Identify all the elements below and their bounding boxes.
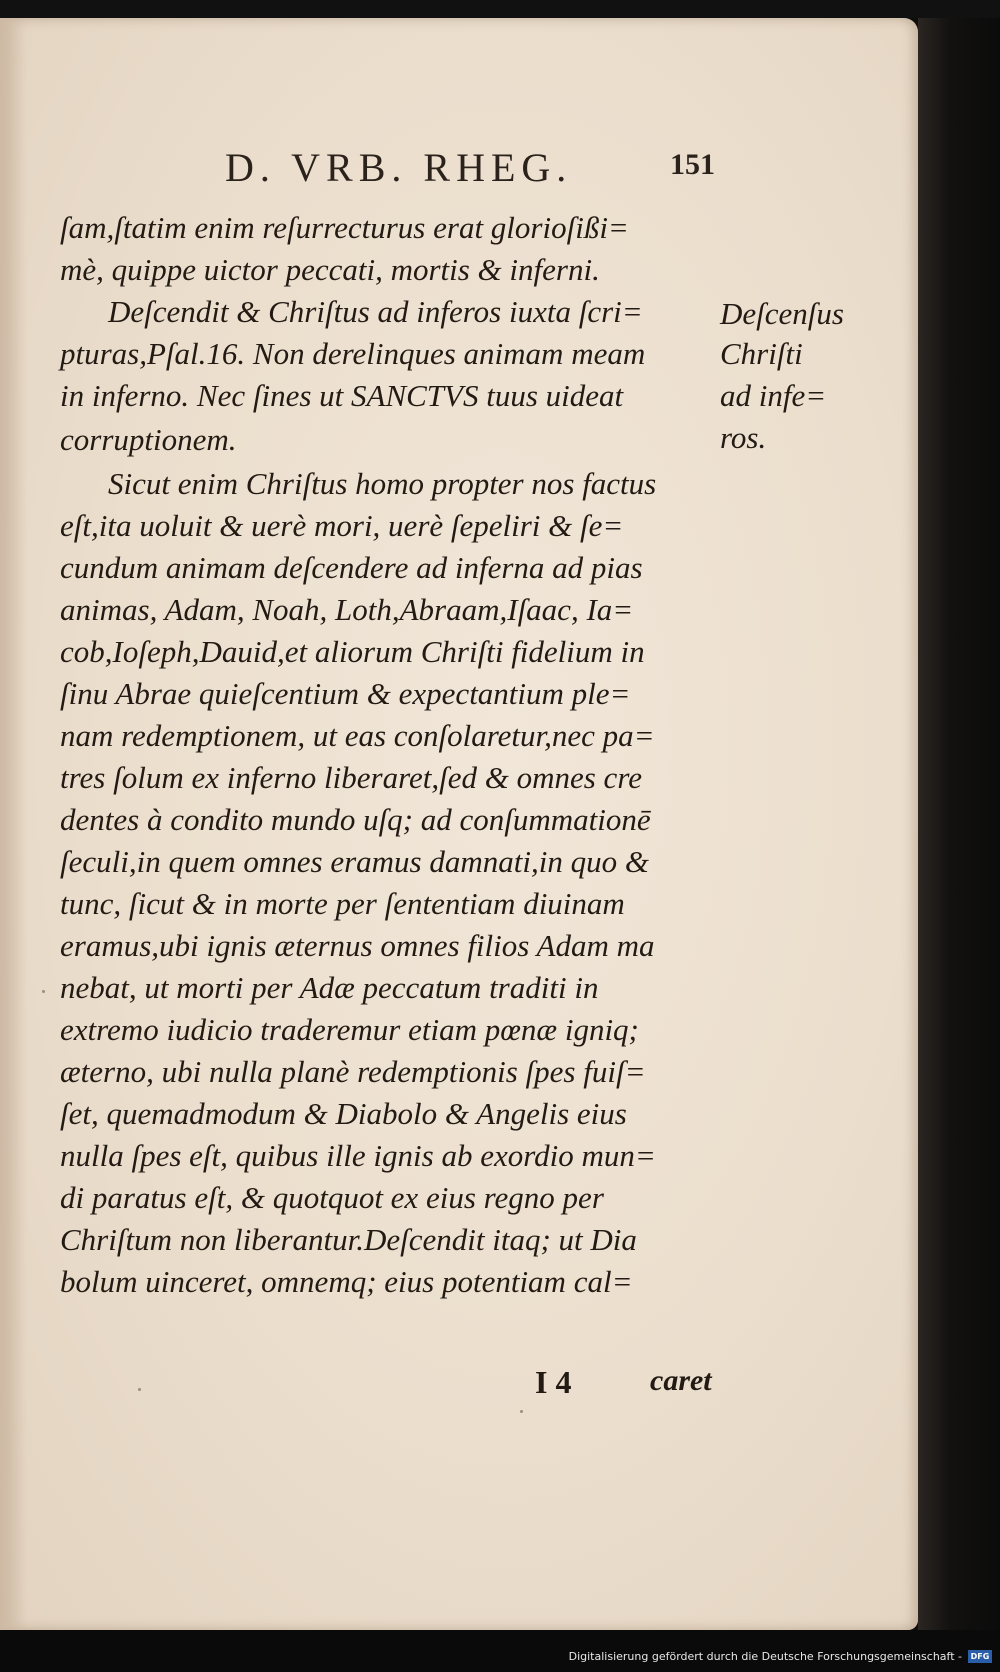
text-line: cundum animam deſcendere ad inferna ad pias (60, 550, 643, 585)
text-line: ſeculi,in quem omnes eramus damnati,in quo & (60, 844, 649, 879)
paper-speck (138, 1388, 141, 1391)
marginal-note-line: Deſcenſus (720, 296, 844, 331)
folio-number: 151 (670, 148, 715, 181)
text-line: in inferno. Nec ſines ut SANCTVS tuus uideat (60, 378, 624, 413)
marginal-note-line: ros. (720, 420, 767, 455)
marginal-note-line: Chriſti (720, 336, 803, 371)
text-line: ſam,ſtatim enim reſurrecturus erat glorioſißi= (60, 210, 629, 245)
text-line: nebat, ut morti per Adæ peccatum traditi in (60, 970, 599, 1005)
text-line: bolum uinceret, omnemq; eius potentiam cal= (60, 1264, 633, 1299)
signature-mark: I 4 (535, 1364, 572, 1400)
marginal-note-line: ad infe= (720, 378, 827, 413)
digitization-credit: Digitalisierung gefördert durch die Deutsche Forschungsgemeinschaft - (568, 1650, 962, 1663)
running-head: D. VRB. RHEG. (225, 145, 573, 190)
text-line: animas, Adam, Noah, Loth,Abraam,Iſaac, Ia= (60, 592, 634, 627)
text-line: eſt,ita uoluit & uerè mori, uerè ſepeliri & ſe= (60, 508, 624, 543)
text-line: pturas,Pſal.16. Non derelinques animam meam (60, 336, 646, 371)
page-gutter-shadow (0, 18, 28, 1630)
text-line: cob,Ioſeph,Dauid,et aliorum Chriſti fidelium in (60, 634, 645, 669)
scan-top-edge (0, 0, 1000, 18)
text-line: ſinu Abrae quieſcentium & expectantium ple= (60, 676, 631, 711)
text-line: mè, quippe uictor peccati, mortis & inferni. (60, 252, 600, 287)
dfg-logo: DFG (968, 1650, 992, 1663)
text-line: corruptionem. (60, 422, 237, 457)
text-line: ſet, quemadmodum & Diabolo & Angelis eius (60, 1096, 627, 1131)
text-line: eramus,ubi ignis æternus omnes filios Adam ma (60, 928, 655, 963)
text-line: æterno, ubi nulla planè redemptionis ſpes fuiſ= (60, 1054, 646, 1089)
text-line: nam redemptionem, ut eas conſolaretur,nec pa= (60, 718, 655, 753)
text-line: Chriſtum non liberantur.Deſcendit itaq; ut Dia (60, 1222, 637, 1257)
paper-speck (520, 1410, 523, 1413)
page-edge-shadow (918, 18, 1000, 1630)
text-line: di paratus eſt, & quotquot ex eius regno per (60, 1180, 604, 1215)
text-line: tres ſolum ex inferno liberaret,ſed & omnes cre (60, 760, 642, 795)
text-line: extremo iudicio traderemur etiam pœnæ igniq; (60, 1012, 639, 1047)
catchword: caret (650, 1364, 712, 1397)
text-line: nulla ſpes eſt, quibus ille ignis ab exordio mun= (60, 1138, 656, 1173)
text-line: Deſcendit & Chriſtus ad inferos iuxta ſcri= (108, 294, 643, 329)
text-line: tunc, ſicut & in morte per ſententiam diuinam (60, 886, 625, 921)
text-line: dentes à condito mundo uſq; ad conſummationē (60, 802, 651, 837)
paper-speck (42, 990, 45, 993)
text-line: Sicut enim Chriſtus homo propter nos factus (108, 466, 657, 501)
